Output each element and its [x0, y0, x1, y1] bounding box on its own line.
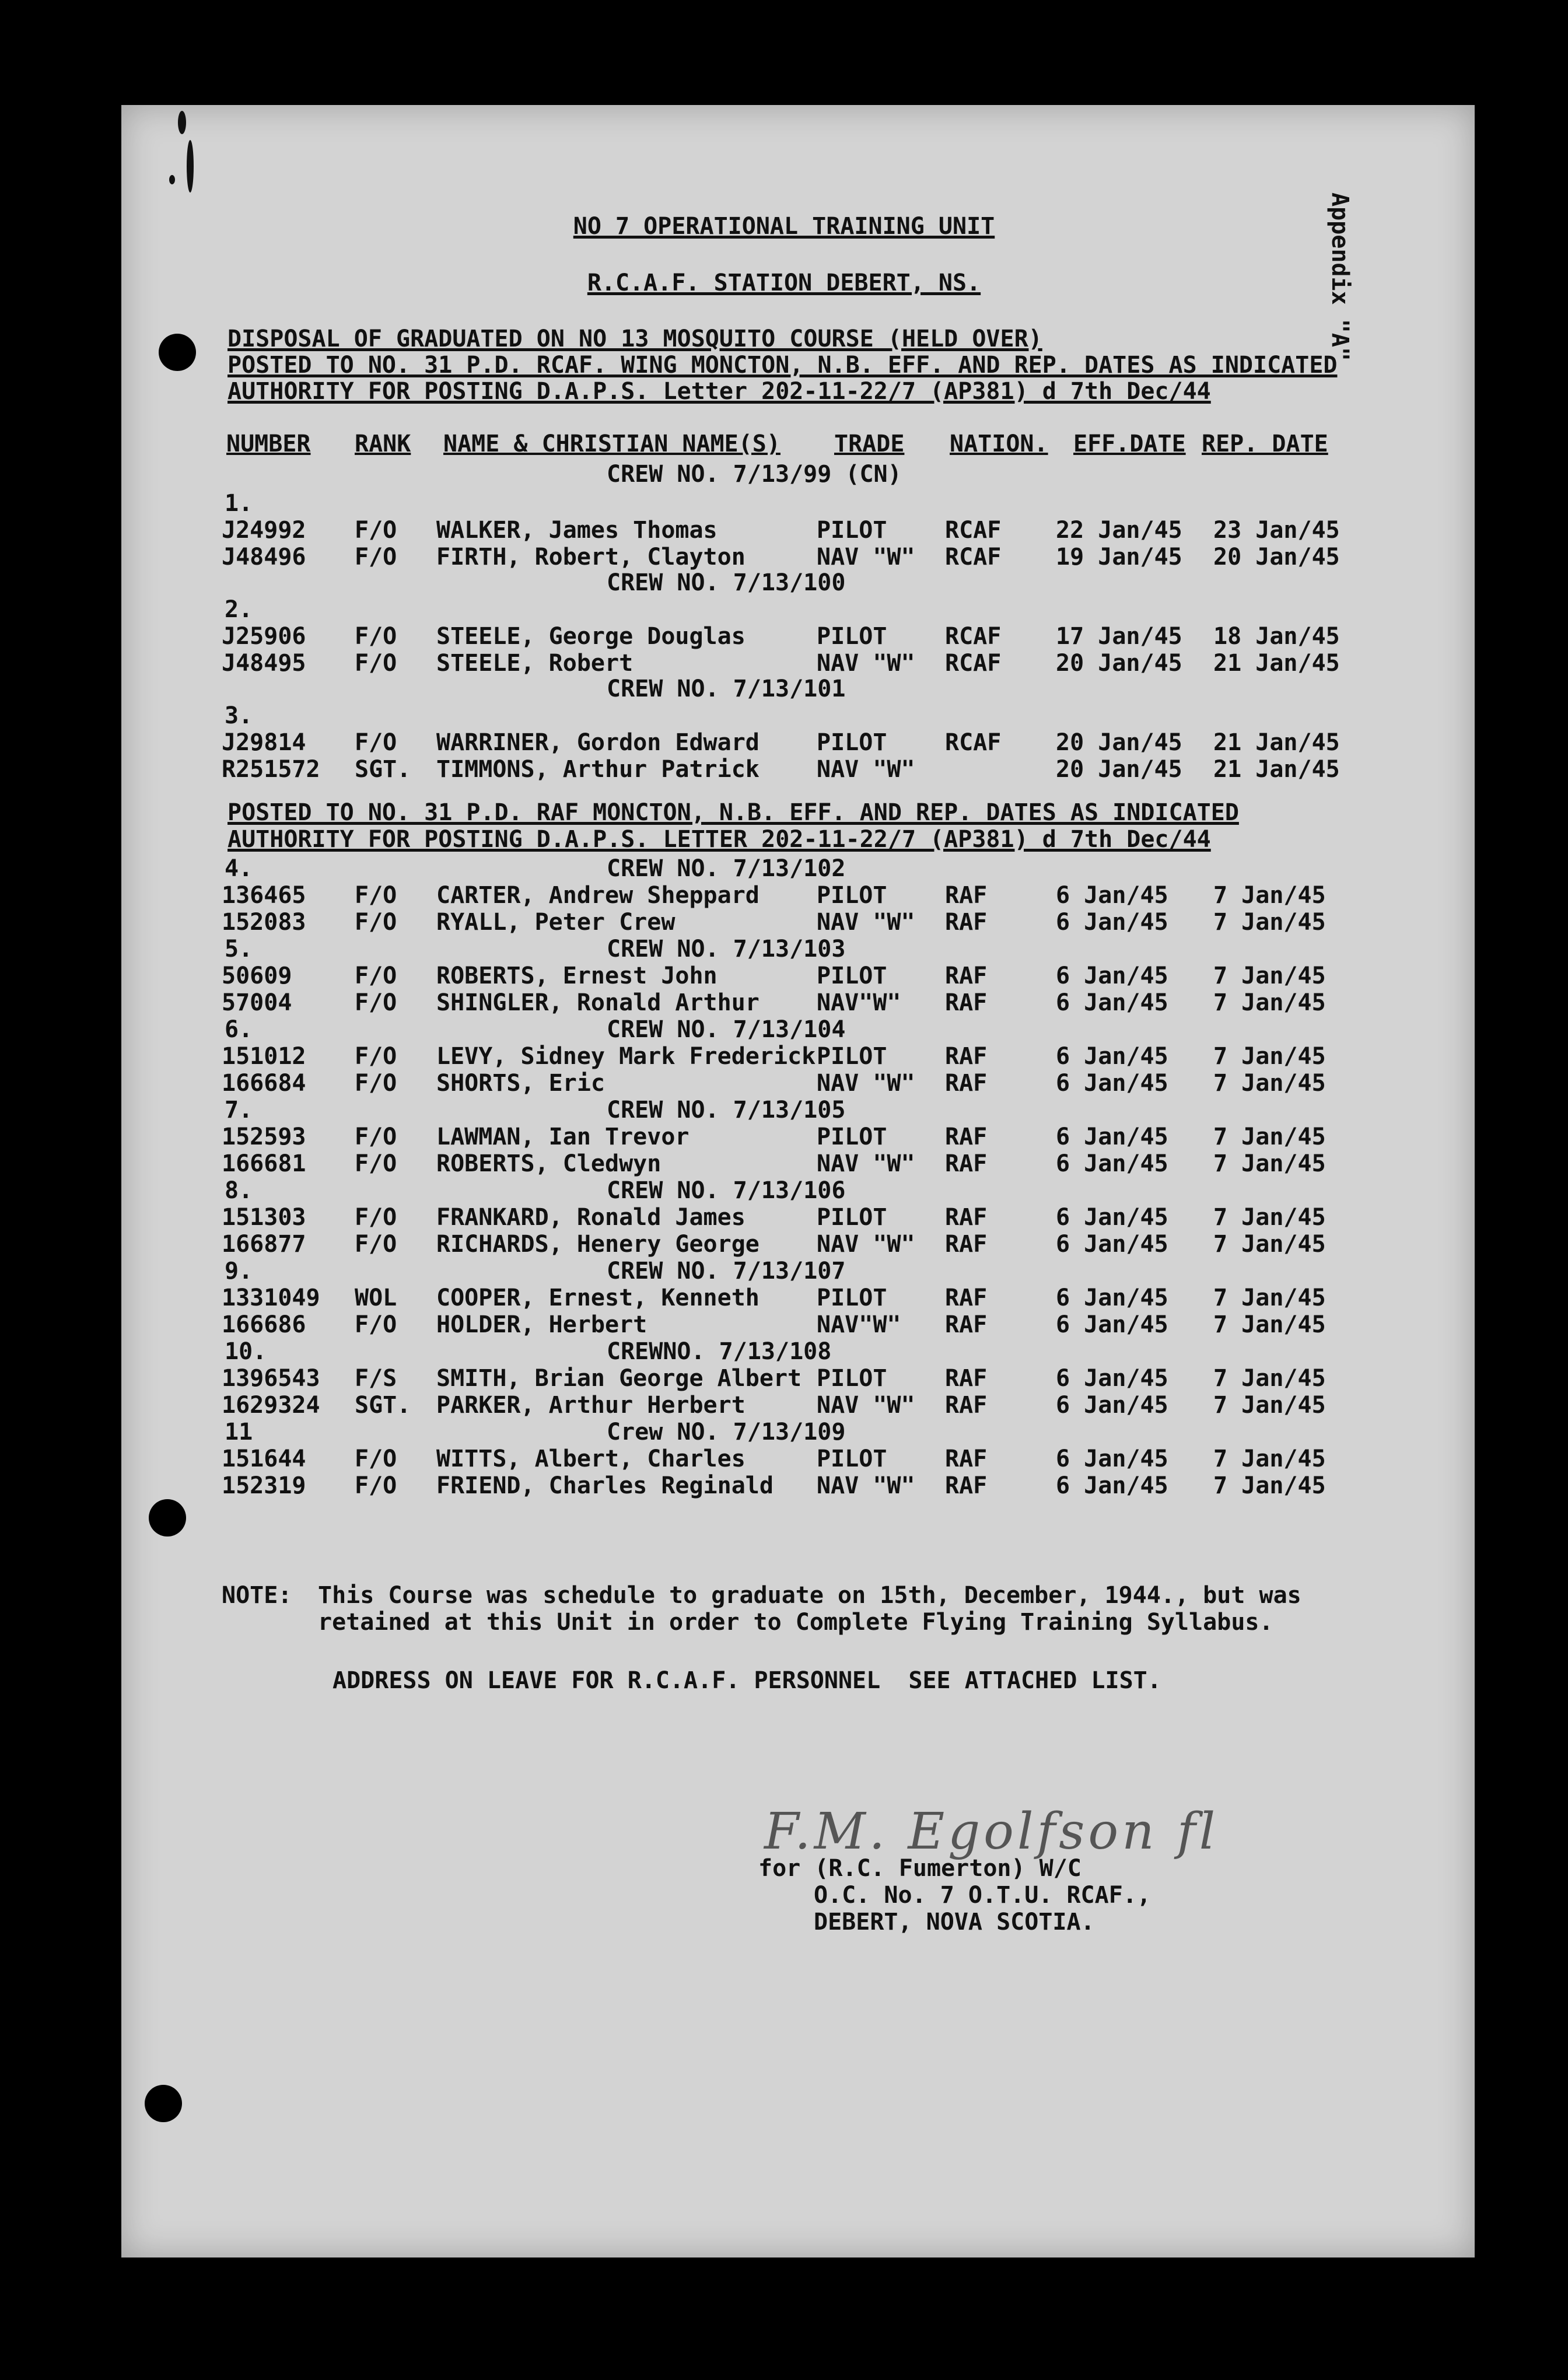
- effective-date: 6 Jan/45: [1056, 1070, 1168, 1097]
- rank: F/O: [355, 1204, 397, 1231]
- nationality: RAF: [945, 1284, 988, 1311]
- margin-mark: [169, 175, 175, 184]
- nationality: RAF: [945, 989, 988, 1016]
- rank: F/O: [355, 882, 397, 909]
- person-name: SMITH, Brian George Albert: [436, 1365, 802, 1392]
- report-date: 7 Jan/45: [1213, 1284, 1326, 1311]
- report-date: 7 Jan/45: [1213, 1150, 1326, 1177]
- note-line: retained at this Unit in order to Complete Flying Training Syllabus.: [318, 1609, 1273, 1636]
- posting-heading: AUTHORITY FOR POSTING D.A.P.S. Letter 202-11-22/7 (AP381) d 7th Dec/44: [228, 378, 1211, 405]
- group-number: 8.: [225, 1177, 253, 1204]
- service-number: 166684: [222, 1070, 306, 1097]
- table-row: [0, 963, 1568, 989]
- nationality: RAF: [945, 1311, 988, 1338]
- appendix-label: Appendix "A": [1326, 192, 1353, 361]
- rank: F/O: [355, 1446, 397, 1472]
- margin-mark: [178, 111, 186, 134]
- nationality: RAF: [945, 963, 988, 989]
- table-row: [0, 909, 1568, 936]
- table-row: [0, 623, 1568, 650]
- table-row: [0, 1204, 1568, 1231]
- column-header: NUMBER: [226, 430, 311, 457]
- nationality: RAF: [945, 1231, 988, 1258]
- crew-label: CREWNO. 7/13/108: [607, 1338, 832, 1365]
- person-name: LAWMAN, Ian Trevor: [436, 1124, 690, 1150]
- person-name: STEELE, Robert: [436, 650, 634, 677]
- trade: NAV "W": [817, 1392, 915, 1419]
- service-number: J29814: [222, 729, 306, 756]
- punch-hole-top: [159, 334, 196, 371]
- table-row: [0, 989, 1568, 1016]
- report-date: 18 Jan/45: [1213, 623, 1340, 650]
- nationality: RAF: [945, 1446, 988, 1472]
- group-number: 9.: [225, 1258, 253, 1284]
- service-number: R251572: [222, 756, 320, 783]
- signature-line: O.C. No. 7 O.T.U. RCAF.,: [814, 1882, 1151, 1909]
- report-date: 7 Jan/45: [1213, 1311, 1326, 1338]
- effective-date: 6 Jan/45: [1056, 1124, 1168, 1150]
- effective-date: 20 Jan/45: [1056, 756, 1182, 783]
- rank: F/O: [355, 1124, 397, 1150]
- nationality: RCAF: [945, 623, 1002, 650]
- table-row: [0, 1284, 1568, 1311]
- table-row: [0, 1231, 1568, 1258]
- report-date: 7 Jan/45: [1213, 1204, 1326, 1231]
- rank: SGT.: [355, 756, 411, 783]
- column-header: EFF.DATE: [1073, 430, 1186, 457]
- nationality: RAF: [945, 1392, 988, 1419]
- rank: F/O: [355, 544, 397, 570]
- person-name: SHORTS, Eric: [436, 1070, 605, 1097]
- effective-date: 6 Jan/45: [1056, 1392, 1168, 1419]
- report-date: 7 Jan/45: [1213, 882, 1326, 909]
- punch-hole-middle: [149, 1499, 186, 1536]
- table-row: [0, 517, 1568, 544]
- table-row: [0, 882, 1568, 909]
- person-name: FRIEND, Charles Reginald: [436, 1472, 774, 1499]
- table-row: [0, 1150, 1568, 1177]
- trade: NAV "W": [817, 1472, 915, 1499]
- rank: F/O: [355, 729, 397, 756]
- effective-date: 22 Jan/45: [1056, 517, 1182, 544]
- effective-date: 20 Jan/45: [1056, 729, 1182, 756]
- signature-line: for (R.C. Fumerton) W/C: [758, 1855, 1082, 1882]
- person-name: ROBERTS, Cledwyn: [436, 1150, 662, 1177]
- nationality: RAF: [945, 1043, 988, 1070]
- service-number: 151303: [222, 1204, 306, 1231]
- person-name: COOPER, Ernest, Kenneth: [436, 1284, 760, 1311]
- nationality: RCAF: [945, 544, 1002, 570]
- trade: PILOT: [817, 963, 887, 989]
- service-number: J48495: [222, 650, 306, 677]
- crew-label: CREW NO. 7/13/99 (CN): [607, 461, 902, 488]
- service-number: 166681: [222, 1150, 306, 1177]
- effective-date: 6 Jan/45: [1056, 1043, 1168, 1070]
- person-name: TIMMONS, Arthur Patrick: [436, 756, 760, 783]
- person-name: PARKER, Arthur Herbert: [436, 1392, 746, 1419]
- service-number: 1629324: [222, 1392, 320, 1419]
- trade: NAV "W": [817, 650, 915, 677]
- rank: F/O: [355, 1070, 397, 1097]
- effective-date: 6 Jan/45: [1056, 1284, 1168, 1311]
- nationality: RCAF: [945, 650, 1002, 677]
- nationality: RAF: [945, 1150, 988, 1177]
- service-number: 151644: [222, 1446, 306, 1472]
- column-header: NAME & CHRISTIAN NAME(S): [443, 430, 780, 457]
- punch-hole-bottom: [145, 2085, 182, 2122]
- table-row: [0, 1446, 1568, 1472]
- crew-label: CREW NO. 7/13/106: [607, 1177, 846, 1204]
- report-date: 7 Jan/45: [1213, 1043, 1326, 1070]
- effective-date: 17 Jan/45: [1056, 623, 1182, 650]
- effective-date: 6 Jan/45: [1056, 1472, 1168, 1499]
- rank: F/O: [355, 623, 397, 650]
- effective-date: 6 Jan/45: [1056, 1150, 1168, 1177]
- crew-label: CREW NO. 7/13/107: [607, 1258, 846, 1284]
- posting-heading: DISPOSAL OF GRADUATED ON NO 13 MOSQUITO COURSE (HELD OVER): [228, 326, 1042, 352]
- rank: F/O: [355, 989, 397, 1016]
- nationality: RAF: [945, 1124, 988, 1150]
- effective-date: 6 Jan/45: [1056, 1365, 1168, 1392]
- report-date: 21 Jan/45: [1213, 650, 1340, 677]
- group-number: 4.: [225, 855, 253, 882]
- trade: NAV "W": [817, 544, 915, 570]
- trade: PILOT: [817, 1124, 887, 1150]
- person-name: FIRTH, Robert, Clayton: [436, 544, 746, 570]
- group-number: 11: [225, 1419, 253, 1446]
- crew-label: CREW NO. 7/13/102: [607, 855, 846, 882]
- report-date: 7 Jan/45: [1213, 1392, 1326, 1419]
- report-date: 7 Jan/45: [1213, 1070, 1326, 1097]
- service-number: 50609: [222, 963, 292, 989]
- table-row: [0, 1365, 1568, 1392]
- service-number: J48496: [222, 544, 306, 570]
- nationality: RAF: [945, 882, 988, 909]
- trade: NAV "W": [817, 756, 915, 783]
- report-date: 21 Jan/45: [1213, 756, 1340, 783]
- table-row: [0, 1043, 1568, 1070]
- rank: F/O: [355, 909, 397, 936]
- crew-label: Crew NO. 7/13/109: [607, 1419, 846, 1446]
- group-number: 3.: [225, 702, 253, 729]
- trade: PILOT: [817, 729, 887, 756]
- crew-label: CREW NO. 7/13/101: [607, 676, 846, 702]
- report-date: 7 Jan/45: [1213, 1446, 1326, 1472]
- service-number: J24992: [222, 517, 306, 544]
- table-row: [0, 1392, 1568, 1419]
- crew-label: CREW NO. 7/13/105: [607, 1097, 846, 1124]
- column-header: REP. DATE: [1202, 430, 1328, 457]
- service-number: 136465: [222, 882, 306, 909]
- nationality: RCAF: [945, 517, 1002, 544]
- effective-date: 6 Jan/45: [1056, 909, 1168, 936]
- report-date: 20 Jan/45: [1213, 544, 1340, 570]
- table-row: [0, 1070, 1568, 1097]
- person-name: CARTER, Andrew Sheppard: [436, 882, 760, 909]
- rank: F/O: [355, 1472, 397, 1499]
- person-name: STEELE, George Douglas: [436, 623, 746, 650]
- handwritten-signature: F.M. Egolfson fl: [764, 1803, 1219, 1861]
- table-row: [0, 544, 1568, 570]
- rank: WOL: [355, 1284, 397, 1311]
- trade: PILOT: [817, 882, 887, 909]
- group-number: 2.: [225, 596, 253, 623]
- service-number: 1396543: [222, 1365, 320, 1392]
- table-row: [0, 1311, 1568, 1338]
- trade: PILOT: [817, 517, 887, 544]
- rank: F/O: [355, 1043, 397, 1070]
- trade: PILOT: [817, 1365, 887, 1392]
- effective-date: 20 Jan/45: [1056, 650, 1182, 677]
- rank: F/S: [355, 1365, 397, 1392]
- trade: PILOT: [817, 623, 887, 650]
- effective-date: 6 Jan/45: [1056, 963, 1168, 989]
- person-name: LEVY, Sidney Mark Frederick: [436, 1043, 816, 1070]
- service-number: 152319: [222, 1472, 306, 1499]
- person-name: RICHARDS, Henery George: [436, 1231, 760, 1258]
- posting-heading: AUTHORITY FOR POSTING D.A.P.S. LETTER 202-11-22/7 (AP381) d 7th Dec/44: [228, 826, 1211, 853]
- report-date: 7 Jan/45: [1213, 1365, 1326, 1392]
- table-row: [0, 729, 1568, 756]
- effective-date: 6 Jan/45: [1056, 989, 1168, 1016]
- rank: F/O: [355, 517, 397, 544]
- report-date: 7 Jan/45: [1213, 909, 1326, 936]
- report-date: 7 Jan/45: [1213, 1124, 1326, 1150]
- table-row: [0, 756, 1568, 783]
- column-header: NATION.: [950, 430, 1048, 457]
- trade: NAV "W": [817, 1150, 915, 1177]
- effective-date: 6 Jan/45: [1056, 1446, 1168, 1472]
- nationality: RAF: [945, 1365, 988, 1392]
- group-number: 6.: [225, 1016, 253, 1043]
- margin-mark: [187, 140, 194, 192]
- crew-label: CREW NO. 7/13/103: [607, 936, 846, 963]
- trade: PILOT: [817, 1204, 887, 1231]
- nationality: RAF: [945, 1070, 988, 1097]
- service-number: 1331049: [222, 1284, 320, 1311]
- effective-date: 6 Jan/45: [1056, 1204, 1168, 1231]
- person-name: HOLDER, Herbert: [436, 1311, 648, 1338]
- trade: NAV "W": [817, 1231, 915, 1258]
- person-name: RYALL, Peter Crew: [436, 909, 676, 936]
- group-number: 7.: [225, 1097, 253, 1124]
- trade: NAV"W": [817, 989, 901, 1016]
- report-date: 7 Jan/45: [1213, 963, 1326, 989]
- rank: F/O: [355, 650, 397, 677]
- column-header: TRADE: [834, 430, 905, 457]
- service-number: 166686: [222, 1311, 306, 1338]
- column-header: RANK: [355, 430, 411, 457]
- person-name: WITTS, Albert, Charles: [436, 1446, 746, 1472]
- trade: NAV"W": [817, 1311, 901, 1338]
- crew-label: CREW NO. 7/13/104: [607, 1016, 846, 1043]
- group-number: 10.: [225, 1338, 267, 1365]
- signature-line: DEBERT, NOVA SCOTIA.: [814, 1909, 1095, 1936]
- person-name: SHINGLER, Ronald Arthur: [436, 989, 760, 1016]
- nationality: RAF: [945, 1204, 988, 1231]
- note-line: This Course was schedule to graduate on 15th, December, 1944., but was: [318, 1582, 1301, 1609]
- table-row: [0, 1124, 1568, 1150]
- table-row: [0, 1472, 1568, 1499]
- person-name: WARRINER, Gordon Edward: [436, 729, 760, 756]
- rank: F/O: [355, 1150, 397, 1177]
- trade: PILOT: [817, 1043, 887, 1070]
- report-date: 7 Jan/45: [1213, 1231, 1326, 1258]
- effective-date: 19 Jan/45: [1056, 544, 1182, 570]
- document-title: NO 7 OPERATIONAL TRAINING UNIT: [573, 213, 995, 240]
- report-date: 23 Jan/45: [1213, 517, 1340, 544]
- person-name: FRANKARD, Ronald James: [436, 1204, 746, 1231]
- crew-label: CREW NO. 7/13/100: [607, 569, 846, 596]
- note-label: NOTE:: [222, 1582, 292, 1609]
- posting-heading: POSTED TO NO. 31 P.D. RAF MONCTON, N.B. EFF. AND REP. DATES AS INDICATED: [228, 799, 1239, 826]
- service-number: 57004: [222, 989, 292, 1016]
- effective-date: 6 Jan/45: [1056, 1231, 1168, 1258]
- station-title: R.C.A.F. STATION DEBERT, NS.: [587, 270, 981, 296]
- service-number: 152593: [222, 1124, 306, 1150]
- address-line: ADDRESS ON LEAVE FOR R.C.A.F. PERSONNEL SEE ATTACHED LIST.: [332, 1667, 1161, 1694]
- service-number: J25906: [222, 623, 306, 650]
- service-number: 152083: [222, 909, 306, 936]
- rank: SGT.: [355, 1392, 411, 1419]
- nationality: RAF: [945, 1472, 988, 1499]
- effective-date: 6 Jan/45: [1056, 882, 1168, 909]
- table-row: [0, 650, 1568, 677]
- posting-heading: POSTED TO NO. 31 P.D. RCAF. WING MONCTON, N.B. EFF. AND REP. DATES AS INDICATED: [228, 352, 1338, 379]
- trade: NAV "W": [817, 909, 915, 936]
- rank: F/O: [355, 963, 397, 989]
- report-date: 21 Jan/45: [1213, 729, 1340, 756]
- rank: F/O: [355, 1231, 397, 1258]
- trade: PILOT: [817, 1446, 887, 1472]
- rank: F/O: [355, 1311, 397, 1338]
- report-date: 7 Jan/45: [1213, 989, 1326, 1016]
- report-date: 7 Jan/45: [1213, 1472, 1326, 1499]
- person-name: WALKER, James Thomas: [436, 517, 718, 544]
- group-number: 5.: [225, 936, 253, 963]
- service-number: 151012: [222, 1043, 306, 1070]
- person-name: ROBERTS, Ernest John: [436, 963, 718, 989]
- effective-date: 6 Jan/45: [1056, 1311, 1168, 1338]
- group-number: 1.: [225, 490, 253, 517]
- trade: NAV "W": [817, 1070, 915, 1097]
- service-number: 166877: [222, 1231, 306, 1258]
- nationality: RAF: [945, 909, 988, 936]
- nationality: RCAF: [945, 729, 1002, 756]
- trade: PILOT: [817, 1284, 887, 1311]
